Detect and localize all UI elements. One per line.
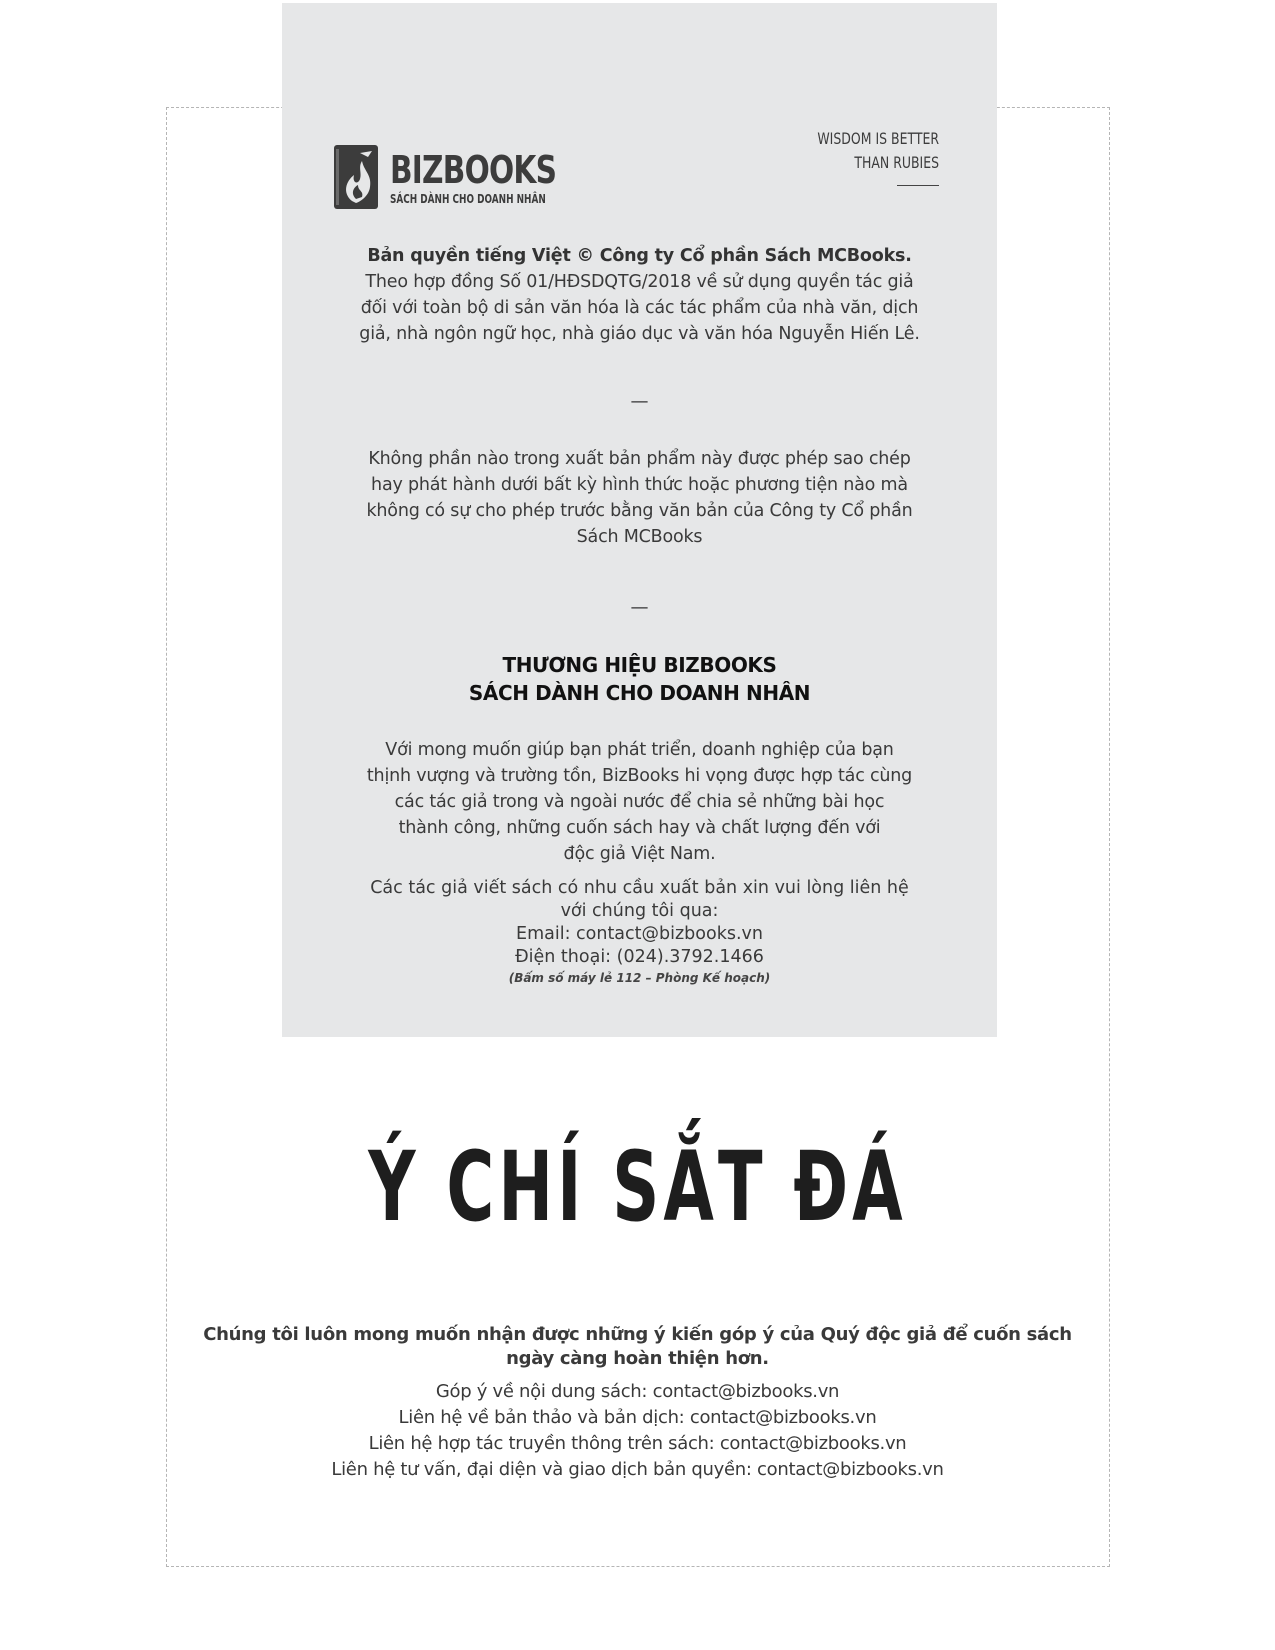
- contact-email: Email: contact@bizbooks.vn: [516, 924, 763, 944]
- mission-line: Với mong muốn giúp bạn phát triển, doanh nghiệp của bạn: [385, 740, 894, 760]
- brand-section-heading: [282, 651, 997, 707]
- mission-line: thịnh vượng và trường tồn, BizBooks hi vọng được hợp tác cùng: [366, 766, 913, 786]
- bizbooks-logo: [332, 143, 603, 211]
- copyright-heading: Bản quyền tiếng Việt © Công ty Cổ phần Sách MCBooks.: [367, 246, 912, 266]
- copyright-notice: [282, 243, 997, 347]
- brand-heading-line: SÁCH DÀNH CHO DOANH NHÂN: [468, 681, 811, 705]
- contact-line: Các tác giả viết sách có nhu cầu xuất bản xin vui lòng liên hệ: [370, 878, 909, 898]
- brand-name: BIZBOOKS: [390, 148, 557, 192]
- rights-line: không có sự cho phép trước bằng văn bản của Công ty Cổ phần: [366, 501, 913, 521]
- book-flame-icon: [332, 143, 380, 211]
- section-separator: —: [630, 597, 649, 618]
- rights-notice: [282, 446, 997, 550]
- brand-tagline: SÁCH DÀNH CHO DOANH NHÂN: [390, 192, 546, 206]
- contact-phone: Điện thoại: (024).3792.1466: [515, 947, 764, 967]
- feedback-contact-item: Góp ý về nội dung sách: contact@bizbooks.vn: [435, 1381, 840, 1402]
- section-separator: —: [630, 391, 649, 412]
- hotline-note: (Bấm số máy lẻ 112 – Phòng Kế hoạch): [508, 971, 771, 985]
- mission-line: các tác giả trong và ngoài nước để chia sẻ những bài học: [394, 792, 885, 812]
- motto-rule: [897, 185, 939, 186]
- rights-line: Sách MCBooks: [576, 527, 703, 547]
- imprint-panel: [282, 3, 997, 1037]
- mission-line: độc giả Việt Nam.: [563, 844, 716, 864]
- mission-line: thành công, những cuốn sách hay và chất lượng đến với: [398, 818, 881, 838]
- motto: [783, 127, 939, 186]
- contact-line: với chúng tôi qua:: [560, 901, 719, 921]
- feedback-lead-line: ngày càng hoàn thiện hơn.: [506, 1348, 769, 1369]
- copyright-line: đối với toàn bộ di sản văn hóa là các tác phẩm của nhà văn, dịch: [360, 298, 919, 318]
- book-title: Ý CHÍ SẮT ĐÁ: [368, 1131, 907, 1243]
- feedback-contact-item: Liên hệ về bản thảo và bản dịch: contact@bizbooks.vn: [398, 1407, 877, 1428]
- copyright-line: giả, nhà ngôn ngữ học, nhà giáo dục và văn hóa Nguyễn Hiến Lê.: [359, 324, 920, 344]
- feedback-contact-item: Liên hệ tư vấn, đại diện và giao dịch bản quyền: contact@bizbooks.vn: [331, 1459, 944, 1480]
- copyright-line: Theo hợp đồng Số 01/HĐSDQTG/2018 về sử dụng quyền tác giả: [365, 272, 914, 292]
- brand-heading-line: THƯƠNG HIỆU BIZBOOKS: [502, 653, 777, 677]
- brand-mission: [282, 737, 997, 867]
- feedback-lead: [0, 1323, 1275, 1371]
- author-contact: [282, 877, 997, 987]
- feedback-lead-line: Chúng tôi luôn mong muốn nhận được những ý kiến góp ý của Quý độc giả để cuốn sách: [203, 1324, 1072, 1345]
- rights-line: hay phát hành dưới bất kỳ hình thức hoặc phương tiện nào mà: [371, 475, 908, 495]
- motto-line: THAN RUBIES: [854, 153, 939, 172]
- rights-line: Không phần nào trong xuất bản phẩm này được phép sao chép: [368, 449, 911, 469]
- feedback-contact-item: Liên hệ hợp tác truyền thông trên sách: contact@bizbooks.vn: [368, 1433, 907, 1454]
- feedback-contacts: [0, 1379, 1275, 1483]
- motto-line: WISDOM IS BETTER: [817, 129, 939, 148]
- feedback-section: [0, 1323, 1275, 1483]
